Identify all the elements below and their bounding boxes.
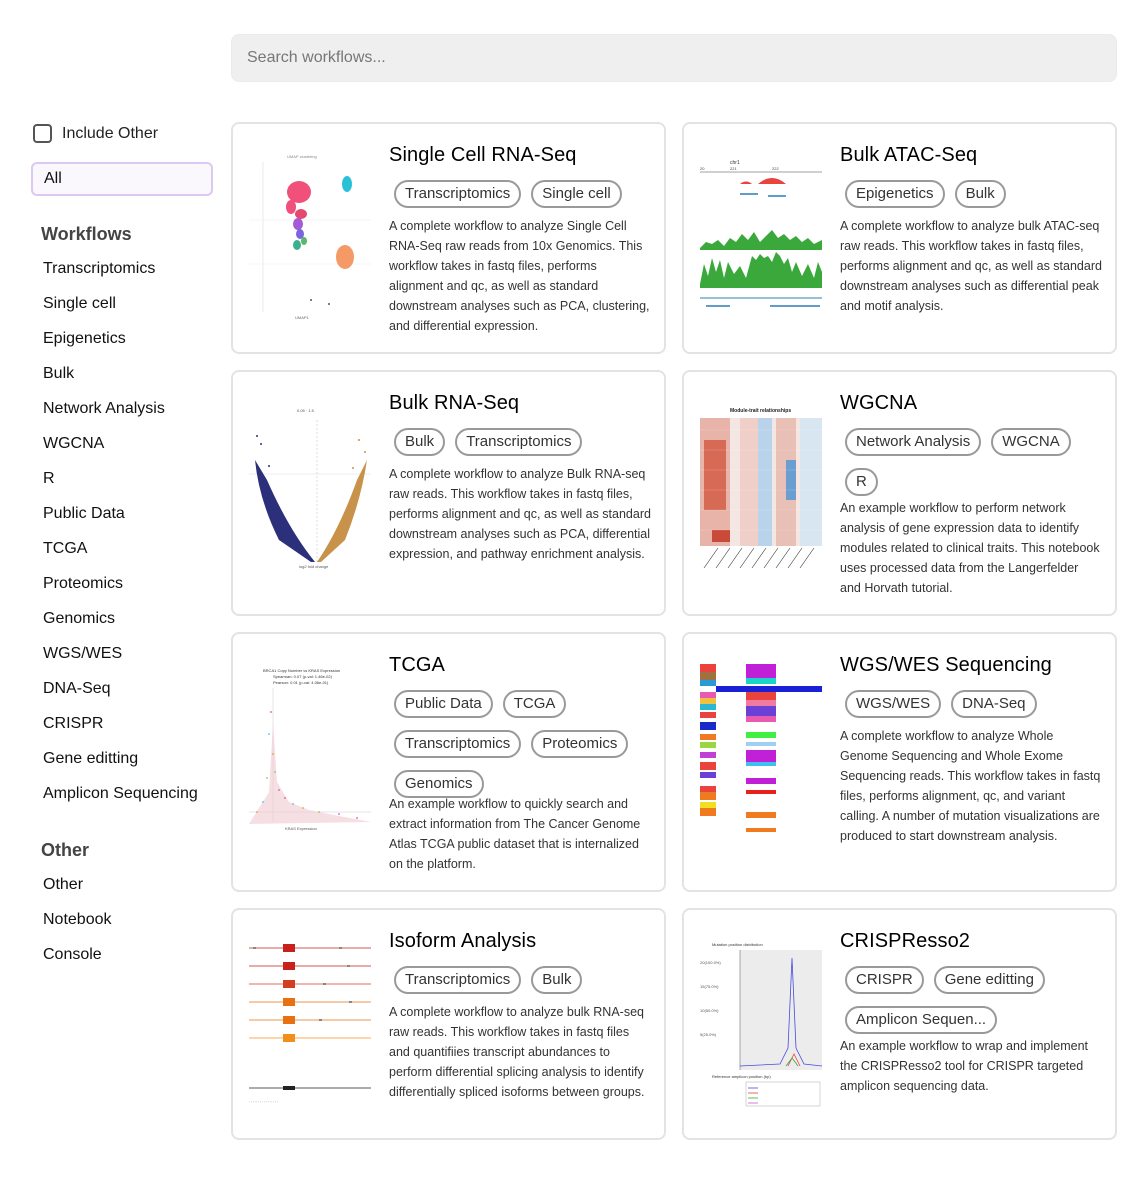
genome-track-plot: [700, 152, 822, 322]
workflow-card-bulk-atac-seq[interactable]: [682, 122, 1117, 354]
tag-list: [845, 966, 1107, 1034]
workflow-card-single-cell-rna-seq[interactable]: [231, 122, 666, 354]
svg-text:Module-trait relationships: Module-trait relationships: [730, 408, 792, 414]
sidebar-item-notebook[interactable]: Notebook: [43, 911, 112, 928]
svg-text:' ' ' ' ' ' ' ' ' ' ' ' ' ' ': ' ' ' ' ' ' ' ' ' ' ' ' ' ' ' ': [249, 1100, 278, 1105]
sidebar-item-console[interactable]: Console: [43, 946, 102, 963]
tag[interactable]: Gene editting: [934, 966, 1045, 994]
tag[interactable]: Bulk: [394, 428, 445, 456]
tag[interactable]: Network Analysis: [845, 428, 981, 456]
volcano-plot: [249, 400, 371, 570]
mutation-oncoplot: [700, 662, 822, 832]
svg-text:20: 20: [700, 166, 705, 171]
card-title: CRISPResso2: [840, 930, 971, 952]
card-title: Bulk ATAC-Seq: [840, 144, 978, 166]
sidebar-item-other[interactable]: Other: [43, 876, 84, 893]
include-other-toggle[interactable]: [33, 124, 158, 143]
sidebar-item-transcriptomics[interactable]: Transcriptomics: [43, 260, 156, 277]
tag[interactable]: Transcriptomics: [455, 428, 582, 456]
card-description: A complete workflow to analyze Whole Genome Sequencing and Whole Exome Sequencing reads. This workflow takes in fastq files, performs alignment, qc, and variant calling. A number of mutation visualizations are produced to start downstream analysis.: [840, 729, 1101, 843]
card-title: TCGA: [389, 654, 445, 676]
sidebar-item-amplicon-sequencing[interactable]: Amplicon Sequencing: [43, 785, 198, 802]
other-heading: Other: [41, 840, 90, 860]
sidebar-item-network-analysis[interactable]: Network Analysis: [43, 400, 165, 417]
card-title: Single Cell RNA-Seq: [389, 144, 577, 166]
tag[interactable]: Public Data: [394, 690, 493, 718]
tag[interactable]: Transcriptomics: [394, 730, 521, 758]
sidebar-item-dna-seq[interactable]: DNA-Seq: [43, 680, 111, 697]
card-description: A complete workflow to analyze Single Cell RNA-Seq raw reads from 10x Genomics. This workflow takes in fastq files, performs alignment and qc, as well as standard downstream analyses such as PCA, clustering, and differential expression.: [389, 219, 650, 333]
card-title: Isoform Analysis: [389, 930, 537, 952]
svg-text:UMAP clustering: UMAP clustering: [287, 154, 317, 159]
svg-text:10(50.0%): 10(50.0%): [700, 1008, 719, 1013]
tag[interactable]: Genomics: [394, 770, 484, 798]
tag[interactable]: R: [845, 468, 878, 496]
tag-list: [845, 428, 1107, 496]
tag[interactable]: Bulk: [531, 966, 582, 994]
card-description: A complete workflow to analyze Bulk RNA-seq raw reads. This workflow takes in fastq files, performs alignment and qc, as well as standard downstream analyses such as PCA, differential expression, and pathway enrichment analysis.: [389, 467, 651, 561]
sidebar-item-proteomics[interactable]: Proteomics: [43, 575, 124, 592]
svg-text:Mutation position distribution: Mutation position distribution: [712, 942, 763, 947]
tag[interactable]: TCGA: [503, 690, 567, 718]
svg-text:0.05 · 1.5: 0.05 · 1.5: [297, 408, 314, 413]
include-other-checkbox[interactable]: [33, 124, 52, 143]
search-input[interactable]: [247, 49, 1116, 67]
svg-text:UMAP1: UMAP1: [295, 315, 309, 320]
card-title: Bulk RNA-Seq: [389, 392, 520, 414]
svg-text:20(100.0%): 20(100.0%): [700, 960, 721, 965]
tag[interactable]: Amplicon Sequen...: [845, 1006, 997, 1034]
tag[interactable]: Single cell: [531, 180, 621, 208]
svg-text:221: 221: [730, 166, 737, 171]
tag-list: [394, 180, 656, 208]
tag[interactable]: Transcriptomics: [394, 180, 521, 208]
workflow-card-wgcna[interactable]: [682, 370, 1117, 616]
indel-distribution-plot: [700, 938, 822, 1108]
tag[interactable]: CRISPR: [845, 966, 924, 994]
sidebar-item-public-data[interactable]: Public Data: [43, 505, 125, 522]
card-description: A complete workflow to analyze bulk RNA-seq raw reads. This workflow takes in fastq files and quantifiies transcript abundances to perform differential splicing analysis to identify differentially spliced isoforms between groups.: [389, 1005, 645, 1099]
svg-text:222: 222: [772, 166, 779, 171]
workflow-card-crispresso2[interactable]: [682, 908, 1117, 1140]
sidebar-item-genomics[interactable]: Genomics: [43, 610, 116, 627]
card-description: An example workflow to quickly search and extract information from The Cancer Genome Atlas TCGA public dataset that is internalized on the platform.: [389, 797, 641, 871]
tag[interactable]: DNA-Seq: [951, 690, 1036, 718]
tag[interactable]: Transcriptomics: [394, 966, 521, 994]
card-description: A complete workflow to analyze bulk ATAC-seq raw reads. This workflow takes in fastq files, performs alignment and qc, as well as standard downstream analyses such as differential peak and motif analysis.: [840, 219, 1102, 313]
tag[interactable]: Bulk: [955, 180, 1006, 208]
card-description: An example workflow to perform network analysis of gene expression data to identify modules related to clinical traits. This notebook uses processed data from the Langerfelder and Horvath tutorial.: [840, 501, 1100, 595]
filter-all-button[interactable]: All: [31, 162, 213, 196]
umap-cluster-plot: [249, 152, 371, 322]
include-other-label: Include Other: [62, 124, 159, 142]
workflow-card-bulk-rna-seq[interactable]: [231, 370, 666, 616]
sidebar-item-tcga[interactable]: TCGA: [43, 540, 88, 557]
sidebar-item-single-cell[interactable]: Single cell: [43, 295, 116, 312]
isoform-structure-plot: [249, 938, 371, 1108]
sidebar-item-crispr[interactable]: CRISPR: [43, 715, 104, 732]
svg-text:Reference amplicon position (b: Reference amplicon position (bp): [712, 1074, 771, 1079]
svg-text:5(25.0%): 5(25.0%): [700, 1032, 717, 1037]
sidebar-item-wgs-wes[interactable]: WGS/WES: [43, 645, 123, 662]
module-trait-heatmap: [700, 400, 822, 570]
svg-text:log2 fold change: log2 fold change: [299, 564, 329, 569]
tag-list: [845, 690, 1107, 718]
sidebar-item-r[interactable]: R: [43, 470, 55, 487]
search-bar[interactable]: [231, 34, 1117, 82]
tag-list: [394, 428, 656, 456]
tag[interactable]: Epigenetics: [845, 180, 945, 208]
workflow-card-isoform-analysis[interactable]: [231, 908, 666, 1140]
svg-text:BRCA1 Copy Number vs KRAS Expr: BRCA1 Copy Number vs KRAS Expression: [263, 668, 341, 673]
sidebar-item-gene-editting[interactable]: Gene editting: [43, 750, 139, 767]
tag[interactable]: WGCNA: [991, 428, 1071, 456]
workflow-card-wgs-wes-sequencing[interactable]: [682, 632, 1117, 892]
card-description: An example workflow to wrap and implement the CRISPResso2 tool for CRISPR targeted amplicon sequencing data.: [840, 1039, 1089, 1093]
tag-list: [394, 690, 656, 798]
tag[interactable]: Proteomics: [531, 730, 628, 758]
tag[interactable]: WGS/WES: [845, 690, 941, 718]
card-title: WGCNA: [840, 392, 918, 414]
svg-text:Pearson: 0.01 (p-val: 4.06e-01: Pearson: 0.01 (p-val: 4.06e-01): [273, 680, 329, 685]
tag-list: [394, 966, 656, 994]
sidebar-item-bulk[interactable]: Bulk: [43, 365, 75, 382]
sidebar-item-epigenetics[interactable]: Epigenetics: [43, 330, 126, 347]
scatter-plot: [249, 662, 371, 832]
card-title: WGS/WES Sequencing: [840, 654, 1052, 676]
svg-text:KRAS Expression: KRAS Expression: [285, 826, 317, 831]
workflows-heading: Workflows: [41, 224, 132, 244]
tag-list: [845, 180, 1107, 208]
svg-text:chr1: chr1: [730, 160, 740, 166]
svg-text:Spearman: 0.07 (p-val: 1.46e-0: Spearman: 0.07 (p-val: 1.46e-02): [273, 674, 332, 679]
workflow-card-tcga[interactable]: [231, 632, 666, 892]
svg-text:15(75.0%): 15(75.0%): [700, 984, 719, 989]
sidebar-item-wgcna[interactable]: WGCNA: [43, 435, 105, 452]
